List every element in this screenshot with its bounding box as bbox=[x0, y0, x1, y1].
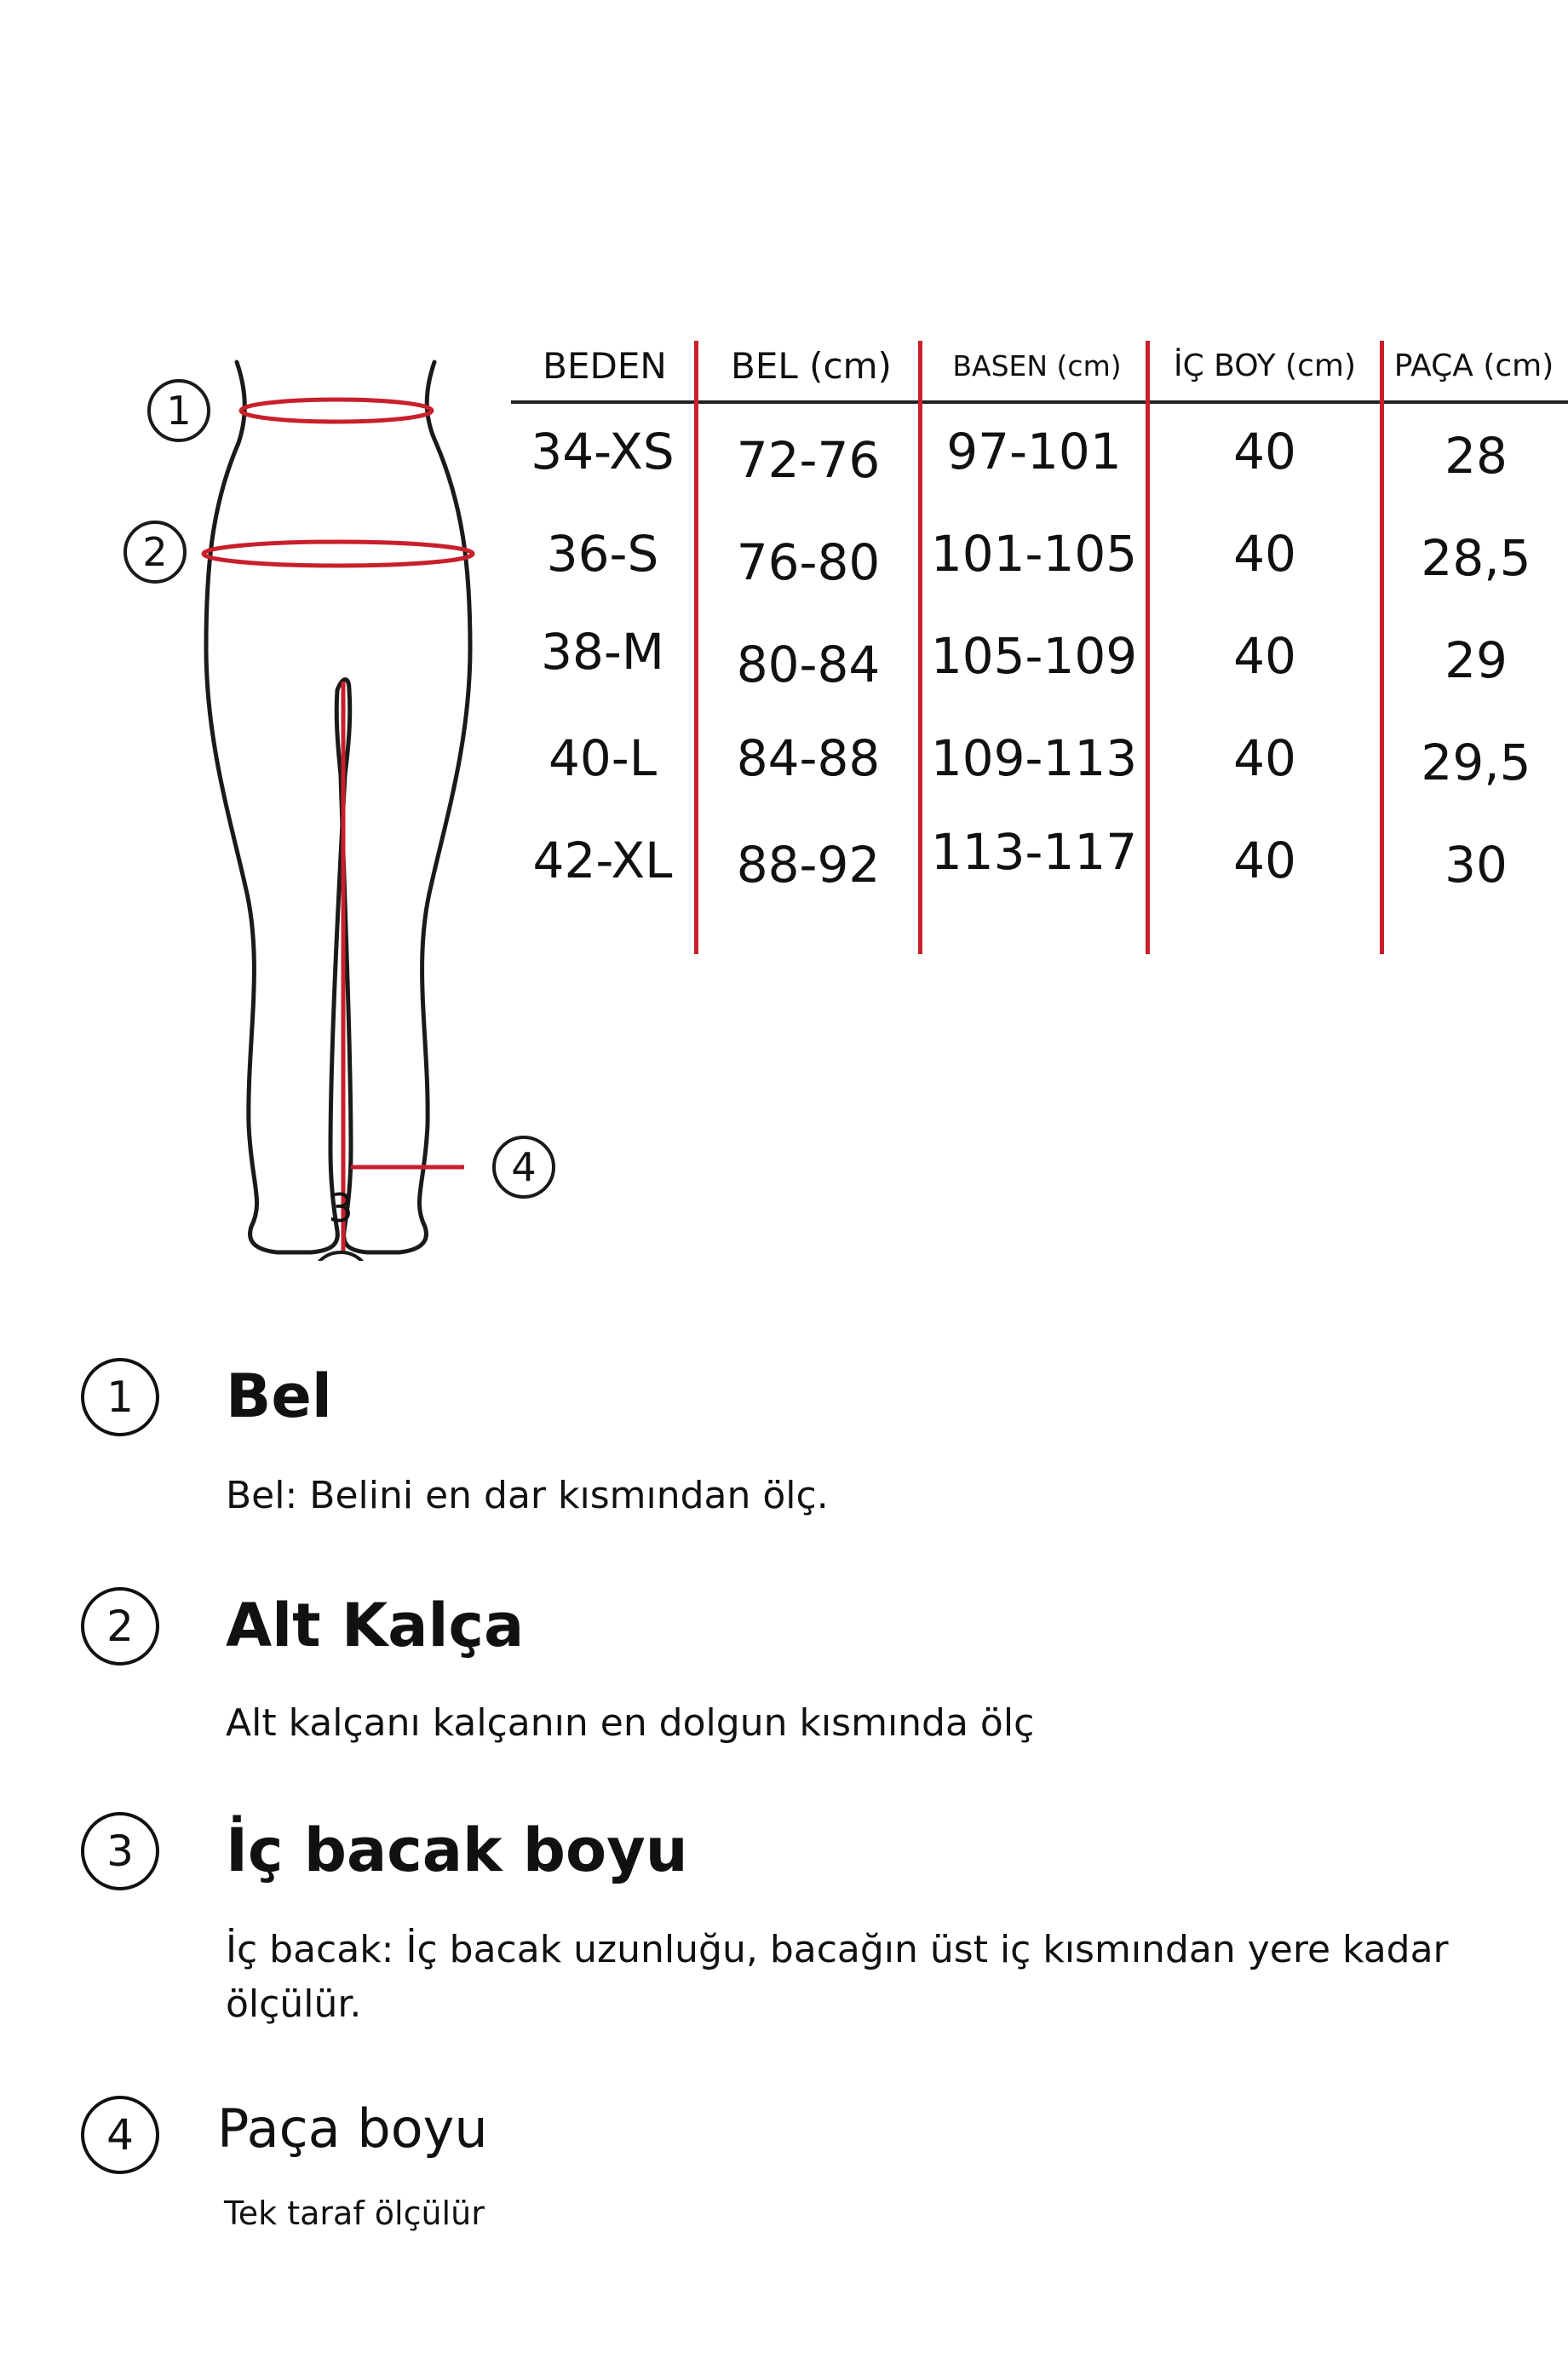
cell-ic-boy: 40 bbox=[1233, 627, 1296, 685]
legend-description: Bel: Belini en dar kısmından ölç. bbox=[226, 1474, 829, 1517]
cell-paca: 29 bbox=[1445, 631, 1508, 689]
legend-description: Tek taraf ölçülür bbox=[224, 2195, 485, 2232]
legend-number-circle: 1 bbox=[81, 1358, 159, 1436]
cell-bel: 80-84 bbox=[736, 636, 881, 693]
cell-paca: 28 bbox=[1445, 427, 1508, 485]
header-beden: BEDEN bbox=[543, 345, 667, 387]
cell-paca: 29,5 bbox=[1421, 734, 1531, 791]
header-underline bbox=[511, 400, 1568, 404]
header-bel: BEL (cm) bbox=[731, 345, 892, 387]
legend-title: İç bacak boyu bbox=[226, 1815, 688, 1885]
cell-basen: 113-117 bbox=[930, 823, 1138, 881]
cell-ic-boy: 40 bbox=[1233, 525, 1296, 583]
marker-4-label: 4 bbox=[511, 1144, 537, 1190]
cell-size: 34-XS bbox=[531, 423, 675, 480]
hip-line bbox=[204, 542, 473, 566]
legend-number-circle: 4 bbox=[81, 2096, 159, 2174]
cell-bel: 72-76 bbox=[736, 431, 881, 489]
header-paca: PAÇA (cm) bbox=[1393, 348, 1554, 383]
cell-basen: 105-109 bbox=[930, 627, 1138, 685]
legend-description: İç bacak: İç bacak uzunluğu, bacağın üst iç kısmından yere kadar ölçülür. bbox=[226, 1928, 1449, 2026]
header-ic-boy: İÇ BOY (cm) bbox=[1173, 348, 1356, 383]
legend-number-circle: 3 bbox=[81, 1812, 159, 1890]
cell-paca: 28,5 bbox=[1421, 529, 1531, 587]
cell-basen: 101-105 bbox=[930, 525, 1138, 583]
cell-size: 42-XL bbox=[532, 831, 673, 889]
cell-ic-boy: 40 bbox=[1233, 423, 1296, 480]
legend-title: Alt Kalça bbox=[226, 1591, 525, 1660]
cell-ic-boy: 40 bbox=[1233, 729, 1296, 787]
leggings-outline-icon bbox=[102, 341, 579, 1261]
marker-2-label: 2 bbox=[142, 529, 168, 575]
legend-number-circle: 2 bbox=[81, 1587, 159, 1666]
cell-bel: 76-80 bbox=[736, 533, 881, 591]
cell-paca: 30 bbox=[1445, 836, 1508, 894]
legend-title: Bel bbox=[226, 1361, 332, 1431]
header-basen: BASEN (cm) bbox=[952, 349, 1122, 383]
waist-line bbox=[241, 400, 432, 422]
leggings-measurement-figure bbox=[102, 341, 579, 1261]
cell-basen: 109-113 bbox=[930, 729, 1138, 787]
cell-size: 38-M bbox=[541, 623, 664, 681]
cell-ic-boy: 40 bbox=[1233, 831, 1296, 889]
size-table bbox=[511, 332, 1568, 963]
cell-size: 40-L bbox=[548, 729, 658, 787]
legend-description: Alt kalçanı kalçanın en dolgun kısmında ölç bbox=[226, 1701, 1035, 1745]
cell-bel: 88-92 bbox=[736, 836, 881, 894]
marker-1-label: 1 bbox=[166, 388, 192, 434]
marker-3-number: 3 bbox=[328, 1185, 353, 1231]
legend-title: Paça boyu bbox=[217, 2097, 488, 2160]
cell-bel: 84-88 bbox=[736, 729, 881, 787]
cell-size: 36-S bbox=[546, 525, 659, 583]
cell-basen: 97-101 bbox=[946, 423, 1122, 480]
